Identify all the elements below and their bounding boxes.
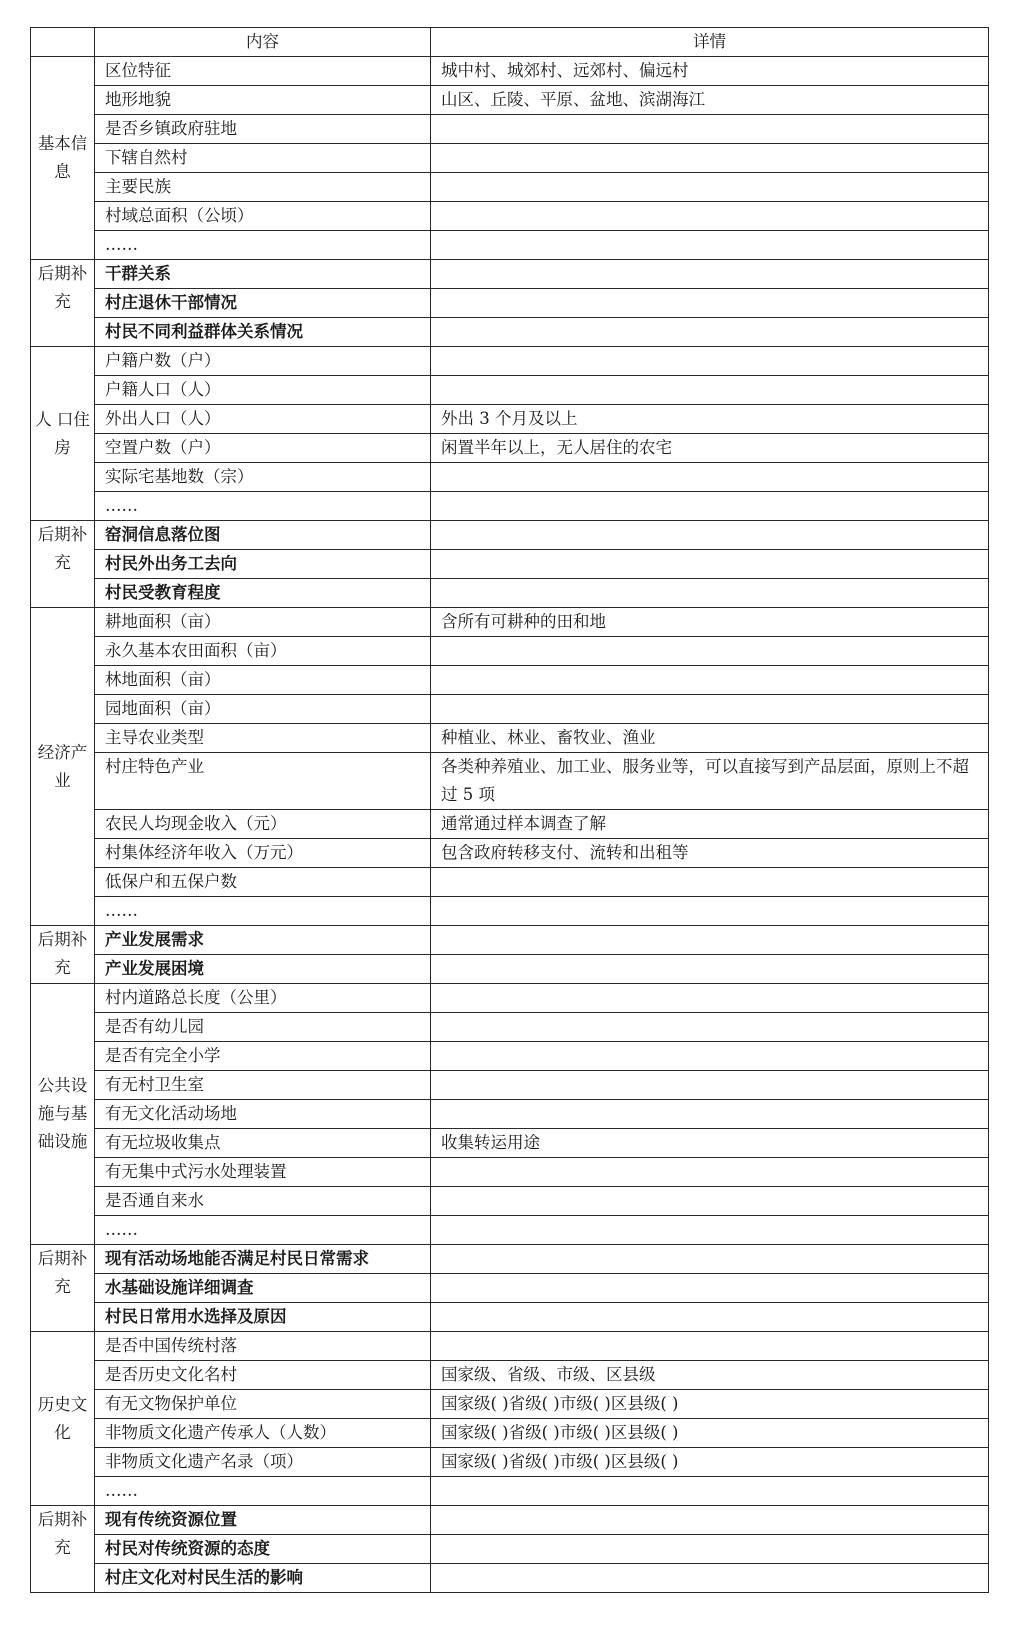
content-cell: 水基础设施详细调查 [95,1274,431,1303]
detail-cell [431,521,989,550]
category-cell: 人 口住房 [31,347,95,521]
content-cell: 产业发展困境 [95,955,431,984]
content-cell: 有无垃圾收集点 [95,1129,431,1158]
content-cell: 是否有幼儿园 [95,1013,431,1042]
content-cell: 实际宅基地数（宗） [95,463,431,492]
table-row [31,463,989,492]
content-cell: …… [95,231,431,260]
table-row [31,1129,989,1158]
detail-cell: 国家级( )省级( )市级( )区县级( ) [431,1419,989,1448]
detail-cell [431,1535,989,1564]
content-cell: 是否历史文化名村 [95,1361,431,1390]
content-cell: 空置户数（户） [95,434,431,463]
table-row [31,897,989,926]
table-row [31,1506,989,1535]
table-row [31,926,989,955]
detail-cell [431,1303,989,1332]
table-row [31,1071,989,1100]
detail-cell [431,1274,989,1303]
category-cell: 经济产业 [31,608,95,926]
detail-cell [431,1216,989,1245]
detail-cell [431,347,989,376]
table-row [31,1419,989,1448]
detail-cell [431,550,989,579]
detail-cell [431,144,989,173]
detail-cell [431,1332,989,1361]
table-row [31,1100,989,1129]
table-row [31,231,989,260]
content-cell: 区位特征 [95,57,431,86]
detail-cell [431,463,989,492]
detail-cell: 通常通过样本调查了解 [431,810,989,839]
table-row [31,405,989,434]
detail-cell: 城中村、城郊村、远郊村、偏远村 [431,57,989,86]
content-cell: 永久基本农田面积（亩） [95,637,431,666]
table-row [31,1390,989,1419]
detail-cell [431,955,989,984]
table-row [31,1042,989,1071]
survey-table [30,27,989,1593]
detail-cell: 外出 3 个月及以上 [431,405,989,434]
detail-cell [431,868,989,897]
detail-cell [431,579,989,608]
content-cell: 非物质文化遗产传承人（人数） [95,1419,431,1448]
content-cell: 有无村卫生室 [95,1071,431,1100]
detail-cell [431,926,989,955]
table-row [31,1535,989,1564]
detail-cell [431,1187,989,1216]
table-row [31,1448,989,1477]
table-row [31,521,989,550]
detail-cell [431,231,989,260]
content-cell: 村内道路总长度（公里） [95,984,431,1013]
header-blank [31,28,95,57]
detail-cell [431,173,989,202]
content-cell: 是否有完全小学 [95,1042,431,1071]
table-row [31,202,989,231]
content-cell: 村民外出务工去向 [95,550,431,579]
content-cell: 村民日常用水选择及原因 [95,1303,431,1332]
content-cell: 村域总面积（公顷） [95,202,431,231]
table-row [31,318,989,347]
detail-cell [431,1158,989,1187]
category-cell: 历史文化 [31,1332,95,1506]
detail-cell [431,1477,989,1506]
supplement-category-cell: 后期补充 [31,926,95,984]
table-header-row [31,28,989,57]
detail-cell: 山区、丘陵、平原、盆地、滨湖海江 [431,86,989,115]
table-row [31,753,989,810]
table-row [31,955,989,984]
table-row [31,1361,989,1390]
content-cell: 是否乡镇政府驻地 [95,115,431,144]
table-row [31,1274,989,1303]
content-cell: 村庄特色产业 [95,753,431,810]
content-cell: 是否中国传统村落 [95,1332,431,1361]
content-cell: …… [95,492,431,521]
table-row [31,57,989,86]
table-body [31,57,989,1593]
table-row [31,666,989,695]
detail-cell: 含所有可耕种的田和地 [431,608,989,637]
content-cell: …… [95,1477,431,1506]
content-cell: 村庄退休干部情况 [95,289,431,318]
content-cell: 户籍户数（户） [95,347,431,376]
content-cell: 村民对传统资源的态度 [95,1535,431,1564]
detail-cell [431,897,989,926]
detail-cell [431,1564,989,1593]
detail-cell: 国家级( )省级( )市级( )区县级( ) [431,1390,989,1419]
detail-cell [431,492,989,521]
detail-cell [431,289,989,318]
detail-cell [431,666,989,695]
table-row [31,347,989,376]
content-cell: 主导农业类型 [95,724,431,753]
table-row [31,608,989,637]
content-cell: 林地面积（亩） [95,666,431,695]
table-row [31,115,989,144]
detail-cell: 各类种养殖业、加工业、服务业等，可以直接写到产品层面，原则上不超过 5 项 [431,753,989,810]
table-row [31,695,989,724]
supplement-category-cell: 后期补充 [31,1506,95,1593]
content-cell: 村民受教育程度 [95,579,431,608]
content-cell: 窑洞信息落位图 [95,521,431,550]
table-row [31,376,989,405]
content-cell: 低保户和五保户数 [95,868,431,897]
detail-cell: 闲置半年以上，无人居住的农宅 [431,434,989,463]
content-cell: 现有活动场地能否满足村民日常需求 [95,1245,431,1274]
detail-cell: 种植业、林业、畜牧业、渔业 [431,724,989,753]
detail-cell [431,637,989,666]
table-row [31,289,989,318]
table-row [31,1013,989,1042]
detail-cell [431,318,989,347]
detail-cell: 国家级、省级、市级、区县级 [431,1361,989,1390]
table-row [31,1564,989,1593]
detail-cell: 收集转运用途 [431,1129,989,1158]
detail-cell: 国家级( )省级( )市级( )区县级( ) [431,1448,989,1477]
content-cell: 现有传统资源位置 [95,1506,431,1535]
content-cell: 有无文物保护单位 [95,1390,431,1419]
content-cell: 村庄文化对村民生活的影响 [95,1564,431,1593]
table-row [31,724,989,753]
table-row [31,1477,989,1506]
detail-cell: 包含政府转移支付、流转和出租等 [431,839,989,868]
table-row [31,579,989,608]
content-cell: 有无集中式污水处理装置 [95,1158,431,1187]
content-cell: 是否通自来水 [95,1187,431,1216]
content-cell: 园地面积（亩） [95,695,431,724]
table-row [31,86,989,115]
supplement-category-cell: 后期补充 [31,1245,95,1332]
content-cell: 主要民族 [95,173,431,202]
detail-cell [431,202,989,231]
table-row [31,810,989,839]
table-row [31,1158,989,1187]
table-row [31,1303,989,1332]
table-row [31,1216,989,1245]
content-cell: 村集体经济年收入（万元） [95,839,431,868]
content-cell: 非物质文化遗产名录（项） [95,1448,431,1477]
content-cell: 产业发展需求 [95,926,431,955]
table-row [31,637,989,666]
detail-cell [431,984,989,1013]
detail-cell [431,1100,989,1129]
table-row [31,1187,989,1216]
content-cell: 户籍人口（人） [95,376,431,405]
content-cell: 村民不同利益群体关系情况 [95,318,431,347]
category-cell: 基本信息 [31,57,95,260]
table-row [31,1332,989,1361]
table-row [31,839,989,868]
header-content: 内容 [95,28,431,57]
detail-cell [431,695,989,724]
header-detail: 详情 [431,28,989,57]
content-cell: …… [95,1216,431,1245]
supplement-category-cell: 后期补充 [31,521,95,608]
detail-cell [431,1071,989,1100]
content-cell: 有无文化活动场地 [95,1100,431,1129]
table-row [31,260,989,289]
content-cell: 下辖自然村 [95,144,431,173]
detail-cell [431,376,989,405]
supplement-category-cell: 后期补充 [31,260,95,347]
detail-cell [431,1506,989,1535]
detail-cell [431,260,989,289]
detail-cell [431,1013,989,1042]
content-cell: 干群关系 [95,260,431,289]
detail-cell [431,1042,989,1071]
content-cell: 农民人均现金收入（元） [95,810,431,839]
table-row [31,434,989,463]
detail-cell [431,1245,989,1274]
table-row [31,984,989,1013]
content-cell: 地形地貌 [95,86,431,115]
table-row [31,550,989,579]
detail-cell [431,115,989,144]
content-cell: 耕地面积（亩） [95,608,431,637]
table-row [31,868,989,897]
table-row [31,1245,989,1274]
content-cell: …… [95,897,431,926]
content-cell: 外出人口（人） [95,405,431,434]
table-row [31,492,989,521]
table-row [31,144,989,173]
category-cell: 公共设施与基础设施 [31,984,95,1245]
table-row [31,173,989,202]
